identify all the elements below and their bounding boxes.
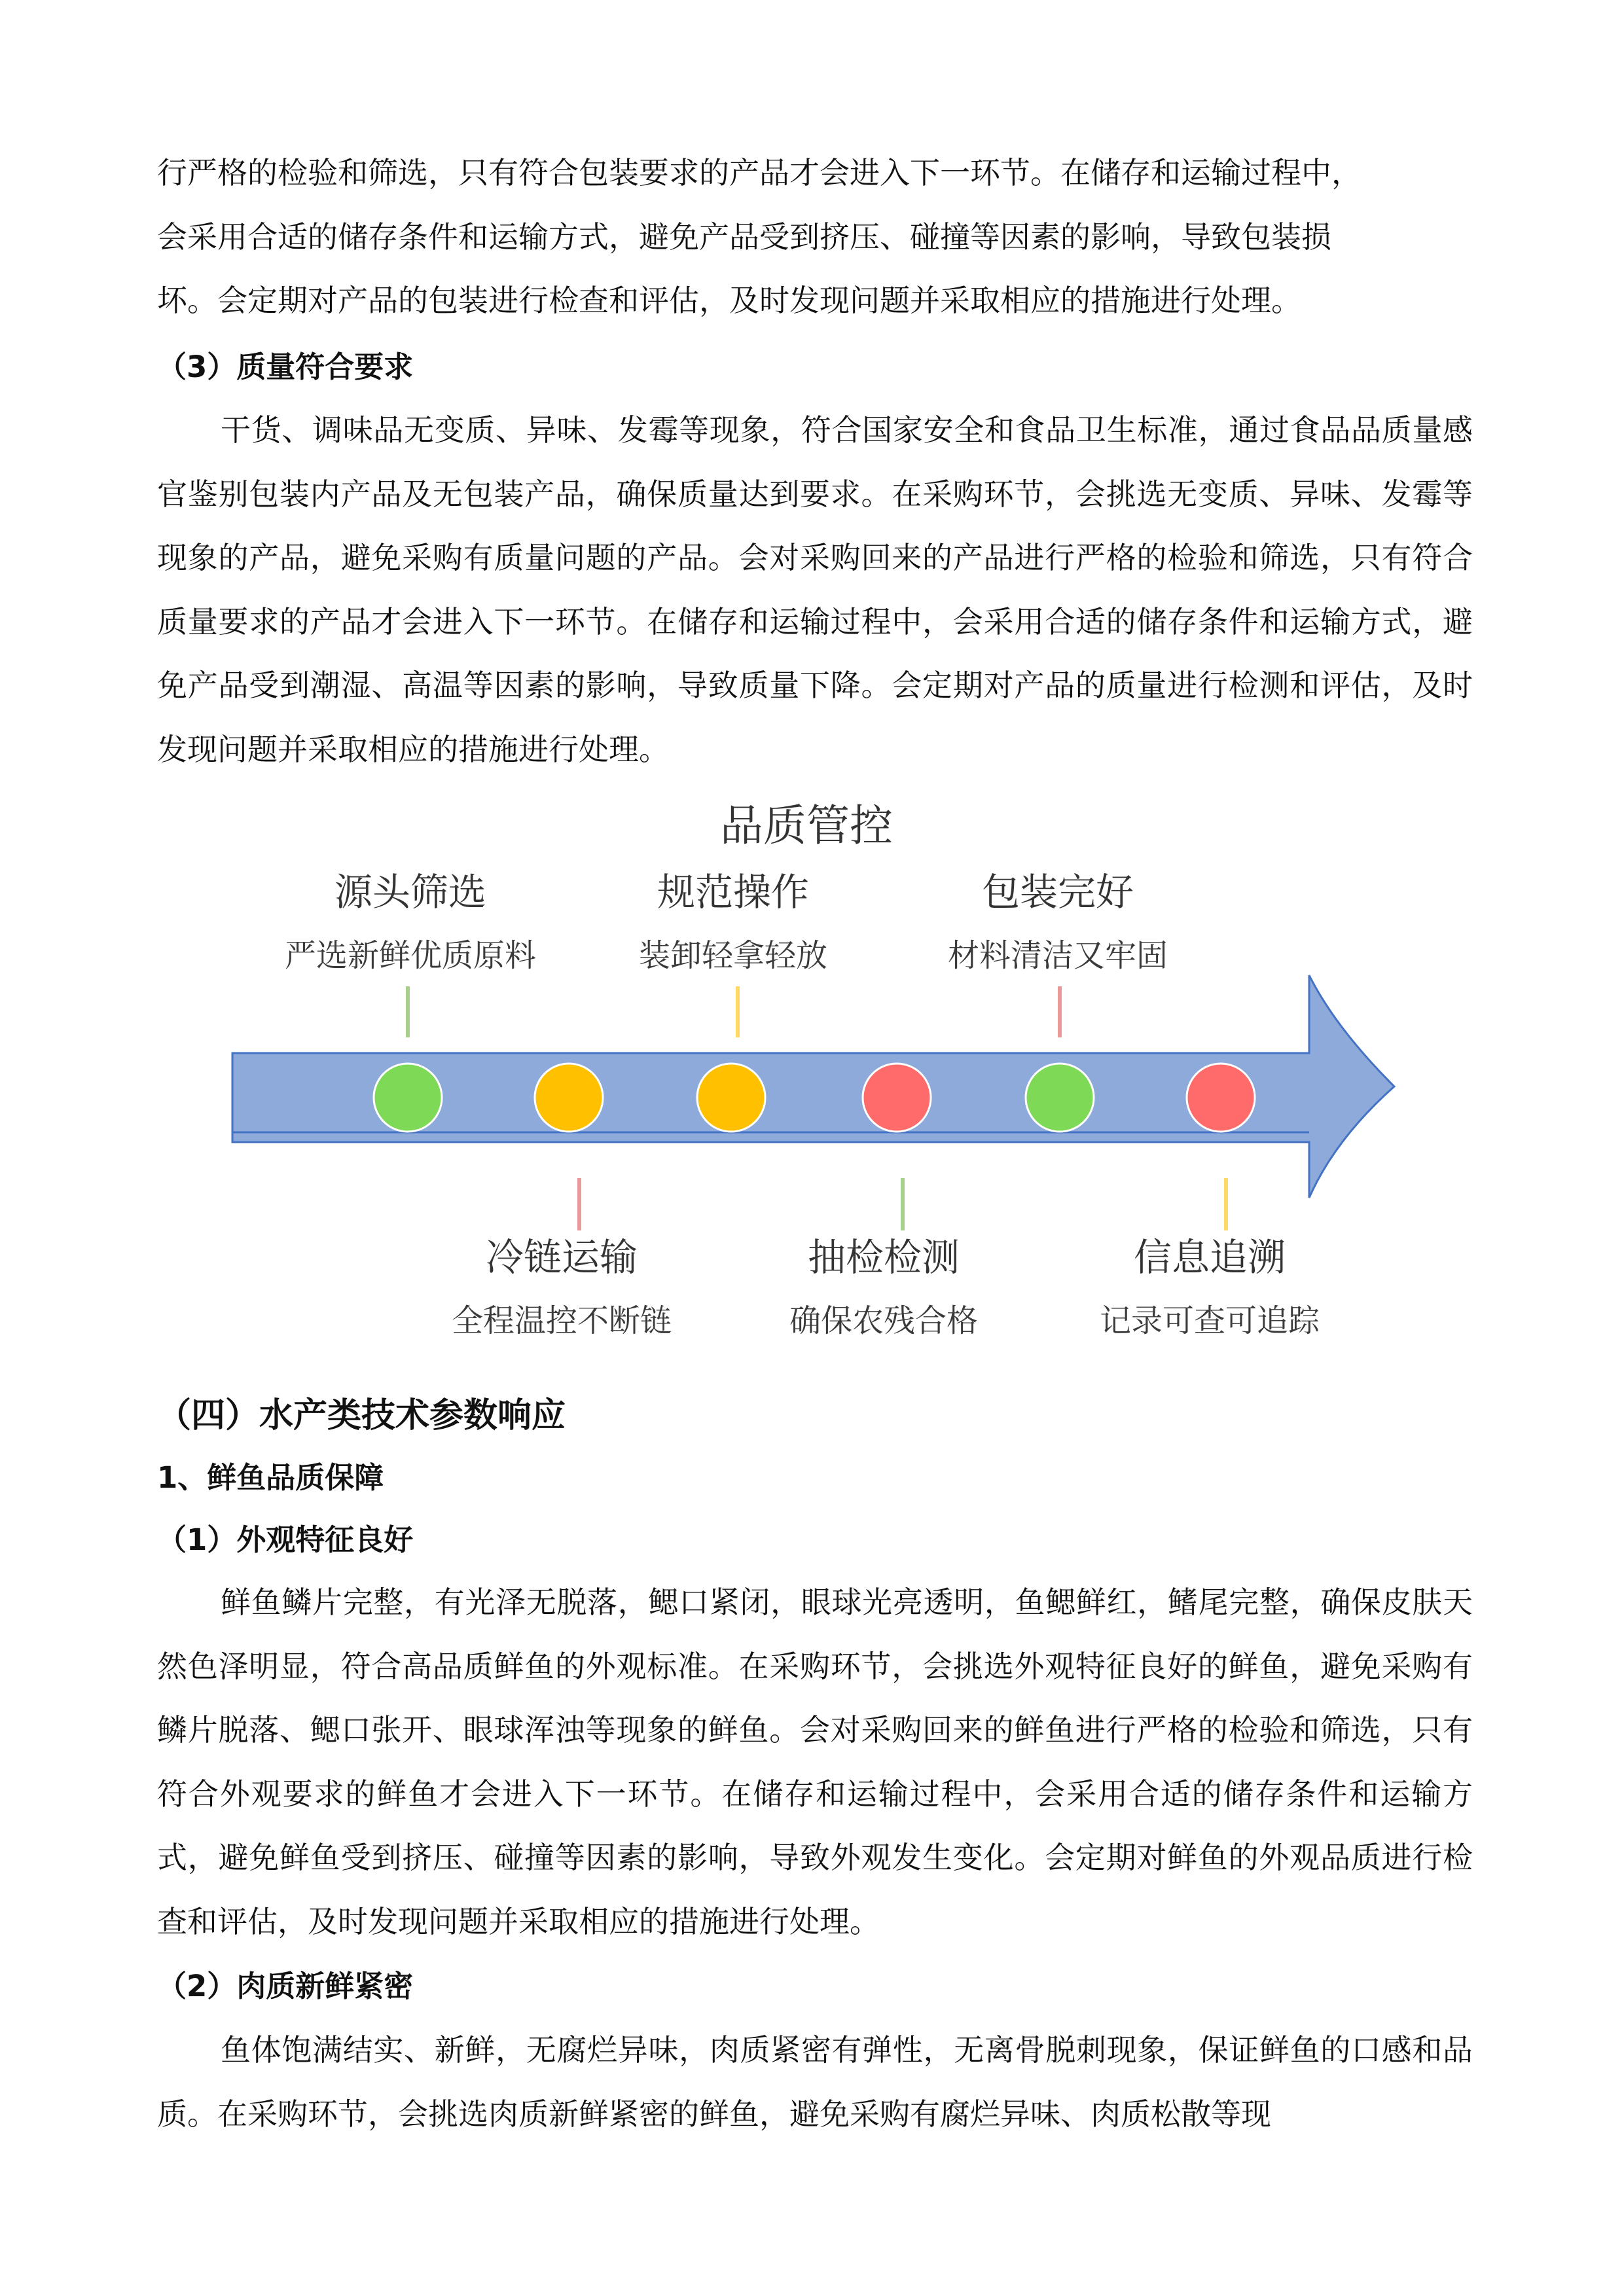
step-desc-standard-operation: 装卸轻拿轻放 xyxy=(638,937,828,974)
step-desc-traceability: 记录可查可追踪 xyxy=(1099,1302,1320,1339)
intro-paragraph xyxy=(157,141,1473,333)
section-4-heading: （四）水产类技术参数响应 xyxy=(157,1396,566,1435)
status-dot-4 xyxy=(863,1064,931,1132)
step-desc-sampling-test: 确保农残合格 xyxy=(789,1302,979,1339)
step-label-standard-operation: 规范操作 xyxy=(657,870,810,914)
diagram-title: 品质管控 xyxy=(720,800,893,851)
status-dot-3 xyxy=(697,1064,765,1132)
status-dot-2 xyxy=(535,1064,603,1132)
step-desc-packaging-intact: 材料清洁又牢固 xyxy=(947,937,1168,974)
step-desc-source-screening: 严选新鲜优质原料 xyxy=(284,937,537,974)
section-3-paragraph: 干货、调味品无变质、异味、发霉等现象，符合国家安全和食品卫生标准，通过食品品质量感官鉴别包装内产品及无包装产品，确保质量达到要求。在采购环节，会挑选无变质、异味、发霉等现象的产品，避免采购有质量问题的产品。会对采购回来的产品进行严格的检验和筛选，只有符合质量要求的产品才会进入下一环节。在储存和运输过程中，会采用合适的储存条件和运输方式，避免产品受到潮湿、高温等因素的影响，导致质量下降。会定期对产品的质量进行检测和评估，及时发现问题并采取相应的措施进行处理。 xyxy=(157,412,1473,767)
step-label-cold-chain: 冷链运输 xyxy=(485,1235,638,1280)
intro-line-2: 会采用合适的储存条件和运输方式，避免产品受到挤压、碰撞等因素的影响，导致包装损 xyxy=(157,219,1331,255)
step-label-packaging-intact: 包装完好 xyxy=(981,870,1134,914)
section-3-heading: （3）质量符合要求 xyxy=(157,350,414,384)
quality-control-diagram xyxy=(223,785,1440,1374)
step-label-source-screening: 源头筛选 xyxy=(334,870,487,914)
status-dot-6 xyxy=(1187,1064,1255,1132)
fish-quality-heading: 1、鲜鱼品质保障 xyxy=(157,1460,384,1495)
status-dot-5 xyxy=(1026,1064,1094,1132)
status-dot-1 xyxy=(374,1064,442,1132)
fish-meat-heading: （2）肉质新鲜紧密 xyxy=(157,1969,414,2003)
step-desc-cold-chain: 全程温控不断链 xyxy=(451,1302,672,1339)
fish-meat-paragraph: 鱼体饱满结实、新鲜，无腐烂异味，肉质紧密有弹性，无离骨脱刺现象，保证鲜鱼的口感和品质。在采购环节，会挑选肉质新鲜紧密的鲜鱼，避免采购有腐烂异味、肉质松散等现 xyxy=(157,2032,1473,2132)
fish-appearance-paragraph: 鲜鱼鳞片完整，有光泽无脱落，鳃口紧闭，眼球光亮透明，鱼鳃鲜红，鳍尾完整，确保皮肤天然色泽明显，符合高品质鲜鱼的外观标准。在采购环节，会挑选外观特征良好的鲜鱼，避免采购有鳞片脱落、鳃口张开、眼球浑浊等现象的鲜鱼。会对采购回来的鲜鱼进行严格的检验和筛选，只有符合外观要求的鲜鱼才会进入下一环节。在储存和运输过程中，会采用合适的储存条件和运输方式，避免鲜鱼受到挤压、碰撞等因素的影响，导致外观发生变化。会定期对鲜鱼的外观品质进行检查和评估，及时发现问题并采取相应的措施进行处理。 xyxy=(157,1585,1473,1939)
intro-line-3: 坏。会定期对产品的包装进行检查和评估，及时发现问题并采取相应的措施进行处理。 xyxy=(157,283,1301,318)
step-label-traceability: 信息追溯 xyxy=(1133,1235,1286,1280)
fish-appearance-heading: （1）外观特征良好 xyxy=(157,1522,414,1557)
step-label-sampling-test: 抽检检测 xyxy=(807,1235,960,1280)
intro-line-1: 行严格的检验和筛选，只有符合包装要求的产品才会进入下一环节。在储存和运输过程中， xyxy=(157,155,1362,190)
